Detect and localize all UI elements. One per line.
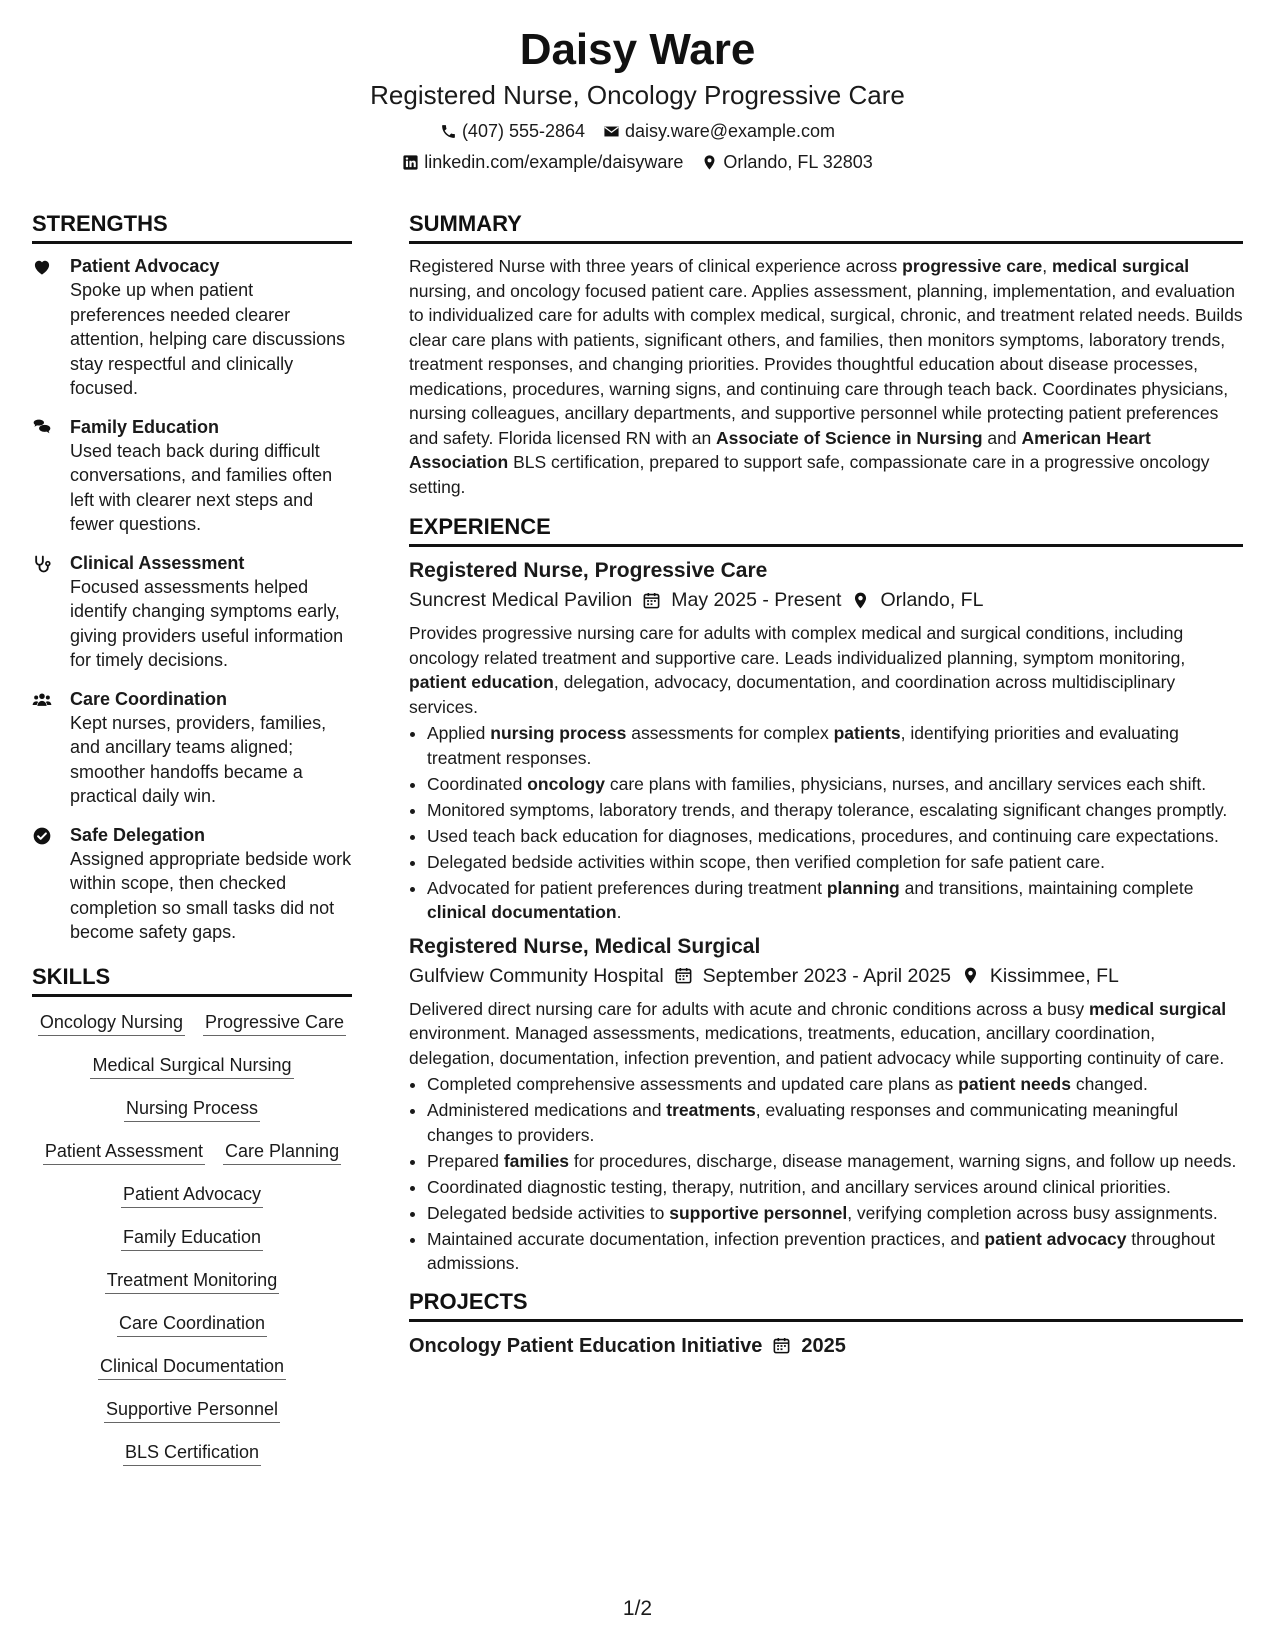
text-run: , delegation, advocacy, documentation, and coordination across multidisciplinary services. <box>409 672 1176 717</box>
strength-desc: Focused assessments helped identify changing symptoms early, giving providers useful information for timely decisions. <box>70 576 344 670</box>
calendar-icon <box>772 1336 791 1355</box>
skills-list <box>32 1007 352 1466</box>
skills-row <box>32 1441 352 1466</box>
strength-name: Care Coordination <box>70 688 228 709</box>
right-column <box>409 210 1243 1360</box>
map-pin-icon <box>701 154 718 171</box>
heart-icon <box>32 257 52 277</box>
skill-tag: Care Planning <box>223 1140 341 1165</box>
skill-tag: Nursing Process <box>124 1097 260 1122</box>
bold-text: patient needs <box>958 1074 1071 1094</box>
skill-tag: Patient Assessment <box>43 1140 205 1165</box>
skill-tag: Care Coordination <box>117 1312 267 1337</box>
strength-name: Patient Advocacy <box>70 256 220 276</box>
job-title: Registered Nurse, Progressive Care <box>409 559 768 582</box>
job-dates: May 2025 - Present <box>671 589 842 611</box>
strength-item <box>32 415 352 537</box>
skill-tag: Progressive Care <box>203 1011 346 1036</box>
strength-body <box>70 823 352 945</box>
strength-item <box>32 254 352 401</box>
strength-item <box>32 551 352 673</box>
strength-icon-wrap <box>32 551 70 673</box>
bold-text: treatments <box>666 1100 756 1120</box>
job-entry <box>409 557 1243 925</box>
job-entry <box>409 933 1243 1276</box>
job-employer: Suncrest Medical Pavilion <box>409 589 633 611</box>
text-run: , evaluating responses and communicating meaningful changes to providers. <box>427 1100 1178 1145</box>
strengths-list <box>32 254 352 945</box>
check-circle-icon <box>32 826 52 846</box>
job-bullets <box>409 721 1243 925</box>
strength-desc: Used teach back during difficult conversations, and families often left with clearer next steps and fewer questions. <box>70 440 333 534</box>
bold-text: medical surgical <box>1051 256 1190 276</box>
text-run: Applied <box>427 723 491 743</box>
bold-text: supportive personnel <box>669 1202 848 1223</box>
text-run: care plans with families, physicians, nurses, and ancillary services each shift. <box>605 773 1207 794</box>
map-pin-icon <box>851 591 870 610</box>
skills-heading: SKILLS <box>32 963 352 997</box>
skills-row <box>32 1140 352 1165</box>
strength-desc: Kept nurses, providers, families, and ancillary teams aligned; smoother handoffs became a practical daily win. <box>70 712 327 806</box>
skills-row <box>32 1011 352 1036</box>
bold-text: families <box>503 1150 570 1171</box>
job-bullet <box>427 1072 1243 1097</box>
text-run: Provides progressive nursing care for adults with complex medical and surgical conditions, including oncology related treatment and supportive care. Leads individualized planning, symptom monitoring, <box>409 623 1186 668</box>
job-bullet <box>427 1098 1243 1147</box>
strength-desc: Assigned appropriate bedside work within scope, then checked completion so small tasks did not become safety gaps. <box>70 848 352 942</box>
job-description <box>409 997 1243 1071</box>
contact-linkedin[interactable] <box>402 150 683 174</box>
contact-phone <box>440 119 585 143</box>
job-bullet <box>427 850 1243 875</box>
text-run: changed. <box>1070 1074 1148 1094</box>
text-run: Delivered direct nursing care for adults with acute and chronic conditions across a busy <box>409 998 1089 1019</box>
strength-item <box>32 823 352 945</box>
strengths-heading: STRENGTHS <box>32 210 352 244</box>
text-run: throughout admissions. <box>427 1228 1215 1273</box>
skill-tag: Clinical Documentation <box>98 1355 286 1380</box>
stethoscope-icon <box>32 554 52 574</box>
experience-heading: EXPERIENCE <box>409 513 1243 547</box>
job-bullet <box>427 824 1243 849</box>
job-bullet <box>427 1201 1243 1226</box>
skill-tag: Family Education <box>121 1226 263 1251</box>
job-description <box>409 621 1243 719</box>
strength-name: Family Education <box>70 416 220 437</box>
job-bullet <box>427 798 1243 823</box>
strength-name: Safe Delegation <box>70 824 206 845</box>
skill-tag: Supportive Personnel <box>104 1398 280 1423</box>
text-run: Used teach back education for diagnoses, medications, procedures, and continuing care expectations. <box>427 825 1219 846</box>
text-run: Administered medications and <box>427 1100 667 1120</box>
bold-text: progressive care <box>902 256 1043 276</box>
skill-tag: Oncology Nursing <box>38 1011 185 1036</box>
users-icon <box>32 690 52 710</box>
job-employer: Gulfview Community Hospital <box>409 964 664 987</box>
text-run: Completed comprehensive assessments and updated care plans as <box>427 1074 959 1094</box>
strength-body <box>70 551 352 673</box>
bold-text: patient education <box>409 672 554 692</box>
bold-text: American Heart Association <box>409 427 1151 472</box>
jobs-list <box>409 557 1243 1276</box>
skill-tag: BLS Certification <box>123 1441 261 1466</box>
job-bullet <box>427 1149 1243 1174</box>
skill-tag: Treatment Monitoring <box>105 1269 279 1294</box>
left-column <box>32 210 352 1484</box>
calendar-icon <box>674 966 693 985</box>
job-bullet <box>427 1227 1243 1276</box>
contact-email[interactable] <box>603 119 835 143</box>
linkedin-icon <box>402 154 419 171</box>
strength-icon-wrap <box>32 254 70 401</box>
projects-list <box>409 1332 1243 1360</box>
strength-icon-wrap <box>32 415 70 537</box>
text-run: assessments for complex <box>626 723 834 743</box>
bold-text: patients <box>833 723 901 743</box>
job-bullet <box>427 876 1243 925</box>
text-run: . <box>616 902 622 922</box>
strength-item <box>32 687 352 809</box>
text-run: Delegated bedside activities within scope, then verified completion for safe patient care. <box>427 851 1106 872</box>
text-run: Coordinated diagnostic testing, therapy, nutrition, and ancillary services around clinical priorities. <box>427 1176 1171 1197</box>
linkedin-text[interactable]: linkedin.com/example/daisyware <box>424 152 684 172</box>
summary-text <box>409 254 1243 499</box>
contact-row-2 <box>0 150 1275 174</box>
text-run: nursing, and oncology focused patient care. Applies assessment, planning, implementation, and evaluation to individualized care for adults with complex medical, surgical, chronic, and treatment related needs. Builds clear care plans with patients, significant others, and families, then monitors symptoms, laboratory trends, treatment responses, and changing priorities. Provides thoughtful education about disease processes, medications, procedures, warning signs, and continuing care through teach back. Coordinates physicians, nursing colleagues, ancillary departments, and supportive personnel while protecting patient preferences and safety. Florida licensed RN with an <box>409 280 1243 448</box>
envelope-icon <box>603 123 620 140</box>
strength-desc: Spoke up when patient preferences needed clearer attention, helping care discussions stay respectful and clinically focused. <box>70 280 346 398</box>
project-name: Oncology Patient Education Initiative <box>409 1334 763 1357</box>
bold-text: planning <box>826 877 900 898</box>
job-bullet <box>427 721 1243 770</box>
bold-text: medical surgical <box>1088 998 1227 1019</box>
bold-text: patient advocacy <box>984 1228 1127 1249</box>
strength-body <box>70 254 352 401</box>
bold-text: nursing process <box>490 723 627 743</box>
contact-location <box>701 150 872 174</box>
location-text: Orlando, FL 32803 <box>723 152 873 172</box>
strength-body <box>70 687 352 809</box>
project-year: 2025 <box>801 1334 846 1357</box>
text-run: Prepared <box>427 1150 504 1171</box>
text-run: Advocated for patient preferences during treatment <box>427 877 827 898</box>
text-run: for procedures, discharge, disease management, warning signs, and follow up needs. <box>569 1150 1237 1171</box>
skills-row <box>32 1226 352 1251</box>
job-location: Orlando, FL <box>880 589 984 611</box>
contact-row-1 <box>0 119 1275 143</box>
skills-row <box>32 1312 352 1337</box>
skills-row <box>32 1097 352 1122</box>
job-bullets <box>409 1072 1243 1276</box>
skills-row <box>32 1398 352 1423</box>
job-location: Kissimmee, FL <box>989 964 1119 987</box>
text-run: BLS certification, prepared to support safe, compassionate care in a progressive oncology setting. <box>409 452 1210 497</box>
project-entry <box>409 1332 1243 1360</box>
skills-row <box>32 1054 352 1079</box>
skills-row <box>32 1269 352 1294</box>
job-bullet <box>427 1175 1243 1200</box>
job-meta <box>409 585 1243 615</box>
bold-text: Associate of Science in Nursing <box>716 427 983 448</box>
text-run: and <box>982 427 1022 448</box>
job-dates: September 2023 - April 2025 <box>702 964 951 987</box>
map-pin-icon <box>961 966 980 985</box>
phone-icon <box>440 123 457 140</box>
summary-heading: SUMMARY <box>409 210 1243 244</box>
comments-icon <box>32 418 52 438</box>
skill-tag: Patient Advocacy <box>121 1183 263 1208</box>
text-run: , <box>1042 256 1052 276</box>
text-run: , identifying priorities and evaluating treatment responses. <box>427 723 1179 768</box>
job-title: Registered Nurse, Medical Surgical <box>409 934 761 958</box>
skills-row <box>32 1183 352 1208</box>
candidate-title: Registered Nurse, Oncology Progressive Care <box>370 80 905 110</box>
bold-text: oncology <box>527 773 605 794</box>
projects-heading: PROJECTS <box>409 1288 1243 1322</box>
resume-header <box>0 22 1275 174</box>
calendar-icon <box>642 591 661 610</box>
strength-name: Clinical Assessment <box>70 552 245 573</box>
candidate-name: Daisy Ware <box>519 25 756 74</box>
job-bullet <box>427 772 1243 797</box>
job-meta <box>409 961 1243 991</box>
text-run: Registered Nurse with three years of clinical experience across <box>409 256 903 276</box>
page-number: 1/2 <box>622 1597 653 1620</box>
strength-icon-wrap <box>32 823 70 945</box>
text-run: , verifying completion across busy assignments. <box>847 1202 1218 1223</box>
strength-icon-wrap <box>32 687 70 809</box>
skills-row <box>32 1355 352 1380</box>
strength-body <box>70 415 352 537</box>
text-run: Delegated bedside activities to <box>427 1202 670 1223</box>
text-run: Coordinated <box>427 773 528 794</box>
text-run: and transitions, maintaining complete <box>899 877 1194 898</box>
skill-tag: Medical Surgical Nursing <box>90 1054 293 1079</box>
bold-text: clinical documentation <box>427 902 617 922</box>
text-run: Maintained accurate documentation, infection prevention practices, and <box>427 1228 985 1249</box>
email-text[interactable]: daisy.ware@example.com <box>625 121 836 141</box>
phone-text: (407) 555-2864 <box>461 121 586 141</box>
text-run: Monitored symptoms, laboratory trends, and therapy tolerance, escalating significant changes promptly. <box>427 799 1228 820</box>
text-run: environment. Managed assessments, medications, treatments, education, ancillary coordination, delegation, documentation, infection prevention, and patient advocacy while supporting continuity of care. <box>409 1023 1225 1068</box>
